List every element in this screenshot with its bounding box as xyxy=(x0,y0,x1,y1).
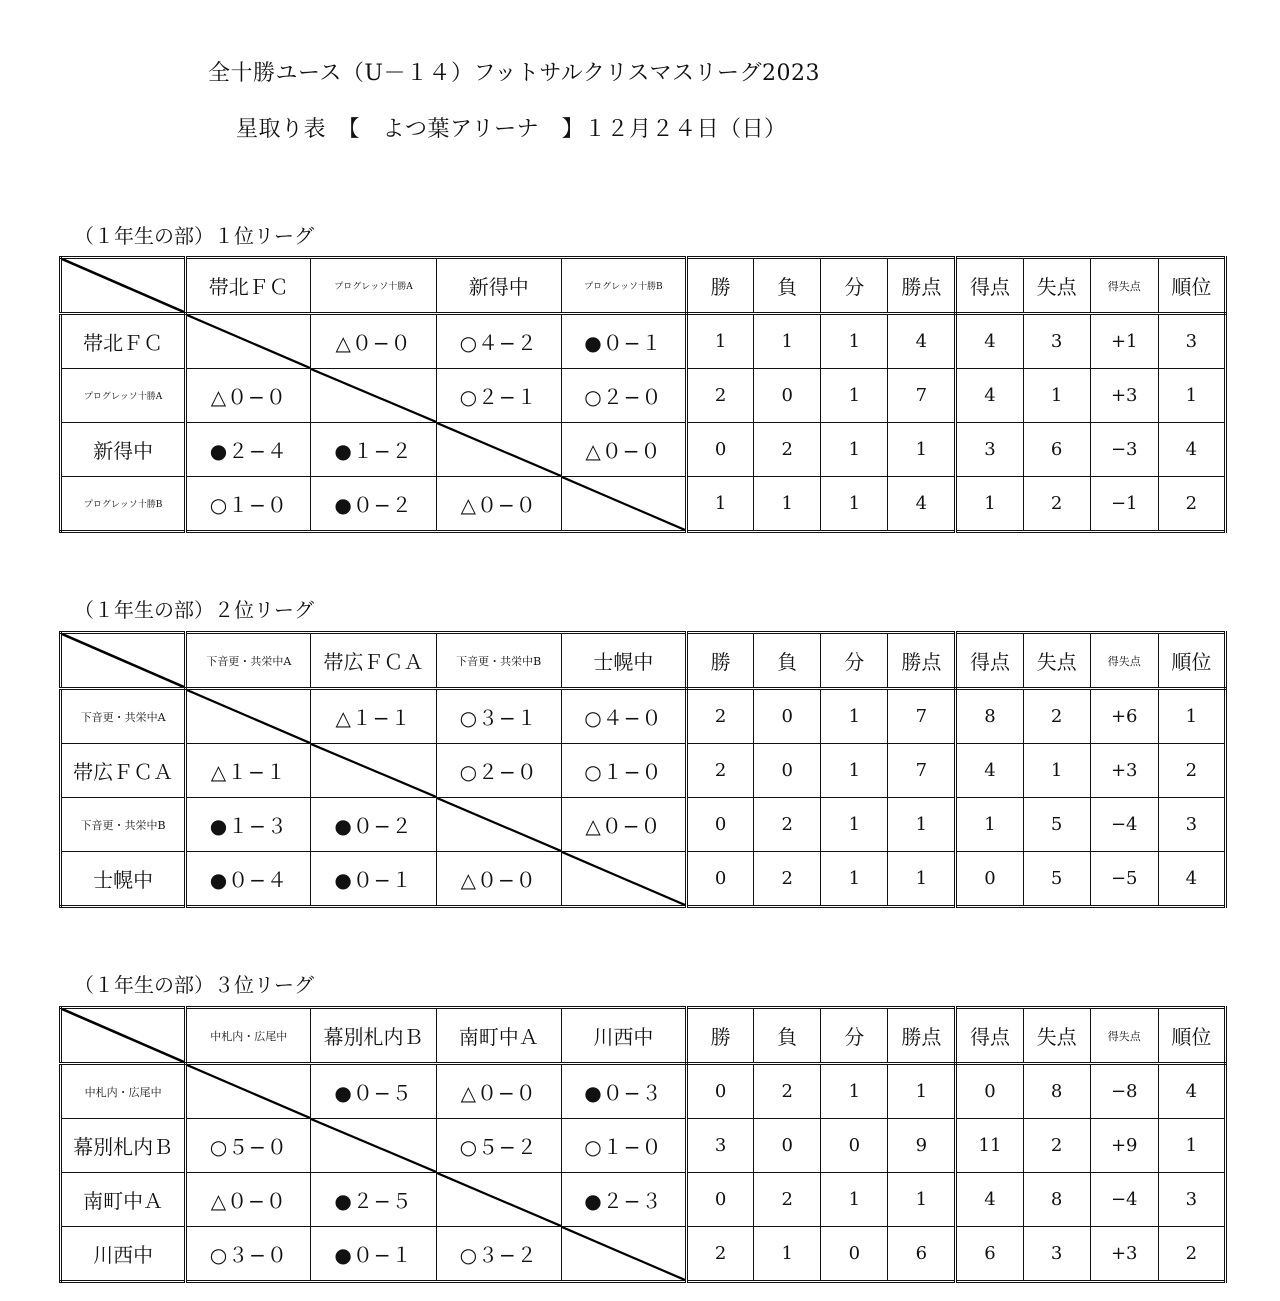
stat-cell: 1 xyxy=(821,369,888,423)
diagonal-cell xyxy=(561,477,686,532)
stat-column-header: 順位 xyxy=(1158,258,1225,314)
match-result-cell: ○１−０ xyxy=(561,1119,686,1173)
team-row-header: 下音更・共栄中A xyxy=(61,689,186,744)
match-result-cell: △０−０ xyxy=(436,1064,561,1119)
stat-cell: 3 xyxy=(1158,314,1225,369)
match-result-cell: △０−０ xyxy=(186,1173,311,1227)
stat-cell: 3 xyxy=(1023,314,1090,369)
stat-column-header: 順位 xyxy=(1158,633,1225,689)
stat-cell: 3 xyxy=(687,1119,754,1173)
stat-cell: 3 xyxy=(1023,1227,1090,1282)
table-row xyxy=(61,1173,1226,1227)
stat-column-header: 勝点 xyxy=(888,258,956,314)
stat-cell: 1 xyxy=(1158,1119,1225,1173)
team-row-header: 川西中 xyxy=(61,1227,186,1282)
table-row xyxy=(61,798,1226,852)
team-column-header: プログレッソ十勝B xyxy=(561,258,686,314)
match-result-cell: ○２−０ xyxy=(561,369,686,423)
diagonal-cell xyxy=(436,1173,561,1227)
stat-cell: 1 xyxy=(821,314,888,369)
match-result-cell: ●０−３ xyxy=(561,1064,686,1119)
stat-cell: 11 xyxy=(956,1119,1023,1173)
match-result-cell: ●１−２ xyxy=(311,423,436,477)
stat-cell: 2 xyxy=(754,423,821,477)
stat-cell: 3 xyxy=(956,423,1023,477)
stat-cell: 2 xyxy=(1023,477,1090,532)
match-result-cell: △０−０ xyxy=(186,369,311,423)
team-column-header: 下音更・共栄中A xyxy=(186,633,311,689)
stat-cell: 1 xyxy=(821,1173,888,1227)
stat-cell: 3 xyxy=(1158,1173,1225,1227)
team-column-header: 幕別札内Ｂ xyxy=(311,1008,436,1064)
stat-column-header: 失点 xyxy=(1023,258,1090,314)
stat-cell: 2 xyxy=(754,1173,821,1227)
stat-cell: 2 xyxy=(687,369,754,423)
team-column-header: 南町中Ａ xyxy=(436,1008,561,1064)
stat-column-header: 分 xyxy=(821,633,888,689)
stat-cell: 6 xyxy=(956,1227,1023,1282)
diagonal-cell xyxy=(311,1119,436,1173)
match-result-cell: ●１−３ xyxy=(186,798,311,852)
stat-cell: 2 xyxy=(1023,1119,1090,1173)
stat-cell: +1 xyxy=(1090,314,1158,369)
stat-cell: +9 xyxy=(1090,1119,1158,1173)
stat-column-header: 勝 xyxy=(687,633,754,689)
stat-cell: 4 xyxy=(956,1173,1023,1227)
match-result-cell: ○５−０ xyxy=(186,1119,311,1173)
stat-cell: 0 xyxy=(687,423,754,477)
diagonal-cell xyxy=(561,852,686,907)
stat-cell: 2 xyxy=(1158,477,1225,532)
stat-column-header: 分 xyxy=(821,258,888,314)
stat-cell: 1 xyxy=(888,423,956,477)
stat-cell: +3 xyxy=(1090,744,1158,798)
match-result-cell: ○４−２ xyxy=(436,314,561,369)
stat-cell: 2 xyxy=(754,1064,821,1119)
stat-cell: 2 xyxy=(687,744,754,798)
stat-cell: +3 xyxy=(1090,369,1158,423)
stat-cell: 1 xyxy=(821,798,888,852)
match-result-cell: ●０−１ xyxy=(561,314,686,369)
stat-cell: 7 xyxy=(888,369,956,423)
corner-cell xyxy=(61,633,186,689)
match-result-cell: ●０−５ xyxy=(311,1064,436,1119)
stat-cell: −3 xyxy=(1090,423,1158,477)
stat-column-header: 得失点 xyxy=(1090,1008,1158,1064)
match-result-cell: ●０−２ xyxy=(311,798,436,852)
stat-cell: 8 xyxy=(1023,1173,1090,1227)
stat-cell: 1 xyxy=(888,1064,956,1119)
stat-column-header: 負 xyxy=(754,1008,821,1064)
team-row-header: 下音更・共栄中B xyxy=(61,798,186,852)
stat-cell: 0 xyxy=(754,1119,821,1173)
match-result-cell: ○３−２ xyxy=(436,1227,561,1282)
match-result-cell: △０−０ xyxy=(436,852,561,907)
stat-column-header: 得失点 xyxy=(1090,258,1158,314)
table-row xyxy=(61,477,1226,532)
stat-cell: 2 xyxy=(754,798,821,852)
stat-cell: 6 xyxy=(888,1227,956,1282)
team-row-header: 帯北ＦＣ xyxy=(61,314,186,369)
table-row xyxy=(61,423,1226,477)
stat-cell: 0 xyxy=(754,689,821,744)
page-title: 全十勝ユース（U－１４）フットサルクリスマスリーグ2023 xyxy=(208,61,820,86)
stat-cell: 2 xyxy=(687,689,754,744)
stat-cell: 0 xyxy=(754,369,821,423)
stat-cell: 1 xyxy=(821,1064,888,1119)
stat-cell: 4 xyxy=(956,744,1023,798)
stat-cell: 0 xyxy=(956,1064,1023,1119)
league-2-title: （１年生の部）２位リーグ xyxy=(74,598,314,622)
stat-cell: 6 xyxy=(1023,423,1090,477)
stat-column-header: 得失点 xyxy=(1090,633,1158,689)
team-row-header: 南町中Ａ xyxy=(61,1173,186,1227)
stat-cell: 1 xyxy=(821,744,888,798)
league-1-title: （１年生の部）１位リーグ xyxy=(74,224,314,248)
match-result-cell: ○４−０ xyxy=(561,689,686,744)
table-row xyxy=(61,369,1226,423)
team-row-header: 帯広ＦＣＡ xyxy=(61,744,186,798)
stat-column-header: 負 xyxy=(754,633,821,689)
stat-cell: 0 xyxy=(687,798,754,852)
stat-cell: −8 xyxy=(1090,1064,1158,1119)
stat-column-header: 得点 xyxy=(956,258,1023,314)
league-2-table xyxy=(59,631,1227,908)
stat-cell: 1 xyxy=(821,477,888,532)
stat-cell: +6 xyxy=(1090,689,1158,744)
stat-cell: 0 xyxy=(956,852,1023,907)
stat-cell: 1 xyxy=(1023,369,1090,423)
stat-cell: 2 xyxy=(754,852,821,907)
stat-column-header: 勝 xyxy=(687,258,754,314)
stat-cell: 1 xyxy=(821,423,888,477)
table-row xyxy=(61,852,1226,907)
stat-cell: 1 xyxy=(956,798,1023,852)
stat-cell: 7 xyxy=(888,744,956,798)
match-result-cell: ●０−４ xyxy=(186,852,311,907)
match-result-cell: ●２−４ xyxy=(186,423,311,477)
diagonal-cell xyxy=(561,1227,686,1282)
team-row-header: プログレッソ十勝B xyxy=(61,477,186,532)
match-result-cell: △０−０ xyxy=(436,477,561,532)
table-row xyxy=(61,1119,1226,1173)
diagonal-cell xyxy=(311,744,436,798)
team-column-header: 帯北ＦＣ xyxy=(186,258,311,314)
stat-cell: 0 xyxy=(821,1119,888,1173)
team-row-header: 幕別札内Ｂ xyxy=(61,1119,186,1173)
diagonal-cell xyxy=(436,798,561,852)
match-result-cell: ●０−１ xyxy=(311,852,436,907)
league-1-table xyxy=(59,256,1227,533)
stat-cell: 1 xyxy=(687,314,754,369)
stat-cell: −1 xyxy=(1090,477,1158,532)
stat-cell: 2 xyxy=(687,1227,754,1282)
stat-cell: 1 xyxy=(1158,689,1225,744)
stat-column-header: 順位 xyxy=(1158,1008,1225,1064)
team-column-header: 新得中 xyxy=(436,258,561,314)
stat-cell: −4 xyxy=(1090,1173,1158,1227)
table-row xyxy=(61,1064,1226,1119)
stat-column-header: 失点 xyxy=(1023,633,1090,689)
stat-cell: 4 xyxy=(888,314,956,369)
stat-cell: 1 xyxy=(888,798,956,852)
stat-cell: 0 xyxy=(687,852,754,907)
table-row xyxy=(61,744,1226,798)
stat-cell: +3 xyxy=(1090,1227,1158,1282)
stat-cell: 8 xyxy=(1023,1064,1090,1119)
corner-cell xyxy=(61,258,186,314)
match-result-cell: ○２−１ xyxy=(436,369,561,423)
diagonal-cell xyxy=(436,423,561,477)
stat-column-header: 失点 xyxy=(1023,1008,1090,1064)
stat-cell: −5 xyxy=(1090,852,1158,907)
stat-cell: 1 xyxy=(687,477,754,532)
team-row-header: 士幌中 xyxy=(61,852,186,907)
corner-cell xyxy=(61,1008,186,1064)
stat-cell: 1 xyxy=(956,477,1023,532)
stat-column-header: 負 xyxy=(754,258,821,314)
stat-cell: 1 xyxy=(754,477,821,532)
stat-cell: 1 xyxy=(1023,744,1090,798)
stat-cell: 1 xyxy=(888,852,956,907)
match-result-cell: △１−１ xyxy=(311,689,436,744)
team-row-header: 新得中 xyxy=(61,423,186,477)
stat-column-header: 分 xyxy=(821,1008,888,1064)
team-column-header: プログレッソ十勝A xyxy=(311,258,436,314)
stat-cell: 0 xyxy=(754,744,821,798)
match-result-cell: △０−０ xyxy=(561,423,686,477)
stat-cell: 2 xyxy=(1158,744,1225,798)
stat-cell: 9 xyxy=(888,1119,956,1173)
match-result-cell: ○３−１ xyxy=(436,689,561,744)
team-column-header: 川西中 xyxy=(561,1008,686,1064)
diagonal-cell xyxy=(186,689,311,744)
league-3-table xyxy=(59,1006,1227,1283)
league-3-title: （１年生の部）３位リーグ xyxy=(74,973,314,997)
stat-column-header: 勝点 xyxy=(888,1008,956,1064)
diagonal-cell xyxy=(186,314,311,369)
stat-cell: 5 xyxy=(1023,798,1090,852)
match-result-cell: △０−０ xyxy=(311,314,436,369)
match-result-cell: ○３−０ xyxy=(186,1227,311,1282)
stat-column-header: 得点 xyxy=(956,633,1023,689)
match-result-cell: ○１−０ xyxy=(186,477,311,532)
match-result-cell: △０−０ xyxy=(561,798,686,852)
team-column-header: 帯広ＦＣＡ xyxy=(311,633,436,689)
stat-cell: −4 xyxy=(1090,798,1158,852)
stat-cell: 4 xyxy=(1158,423,1225,477)
match-result-cell: ○１−０ xyxy=(561,744,686,798)
stat-cell: 7 xyxy=(888,689,956,744)
match-result-cell: ●２−３ xyxy=(561,1173,686,1227)
stat-cell: 0 xyxy=(687,1173,754,1227)
stat-cell: 4 xyxy=(1158,852,1225,907)
table-row xyxy=(61,1227,1226,1282)
stat-column-header: 得点 xyxy=(956,1008,1023,1064)
match-result-cell: ●０−２ xyxy=(311,477,436,532)
stat-cell: 1 xyxy=(754,314,821,369)
match-result-cell: △１−１ xyxy=(186,744,311,798)
table-row xyxy=(61,689,1226,744)
match-result-cell: ●０−１ xyxy=(311,1227,436,1282)
stat-column-header: 勝 xyxy=(687,1008,754,1064)
stat-cell: 4 xyxy=(1158,1064,1225,1119)
stat-cell: 5 xyxy=(1023,852,1090,907)
stat-cell: 0 xyxy=(821,1227,888,1282)
team-column-header: 中札内・広尾中 xyxy=(186,1008,311,1064)
team-row-header: 中札内・広尾中 xyxy=(61,1064,186,1119)
stat-cell: 8 xyxy=(956,689,1023,744)
stat-cell: 1 xyxy=(1158,369,1225,423)
stat-column-header: 勝点 xyxy=(888,633,956,689)
diagonal-cell xyxy=(311,369,436,423)
stat-cell: 2 xyxy=(1023,689,1090,744)
stat-cell: 1 xyxy=(888,1173,956,1227)
stat-cell: 0 xyxy=(687,1064,754,1119)
match-result-cell: ○２−０ xyxy=(436,744,561,798)
stat-cell: 4 xyxy=(956,369,1023,423)
diagonal-cell xyxy=(186,1064,311,1119)
stat-cell: 4 xyxy=(888,477,956,532)
match-result-cell: ●２−５ xyxy=(311,1173,436,1227)
stat-cell: 1 xyxy=(821,852,888,907)
match-result-cell: ○５−２ xyxy=(436,1119,561,1173)
stat-cell: 3 xyxy=(1158,798,1225,852)
stat-cell: 4 xyxy=(956,314,1023,369)
stat-cell: 2 xyxy=(1158,1227,1225,1282)
table-row xyxy=(61,314,1226,369)
team-row-header: プログレッソ十勝A xyxy=(61,369,186,423)
team-column-header: 士幌中 xyxy=(561,633,686,689)
team-column-header: 下音更・共栄中B xyxy=(436,633,561,689)
stat-cell: 1 xyxy=(754,1227,821,1282)
stat-cell: 1 xyxy=(821,689,888,744)
page-subtitle: 星取り表 【 よつ葉アリーナ 】１２月２４日（日） xyxy=(236,117,787,142)
